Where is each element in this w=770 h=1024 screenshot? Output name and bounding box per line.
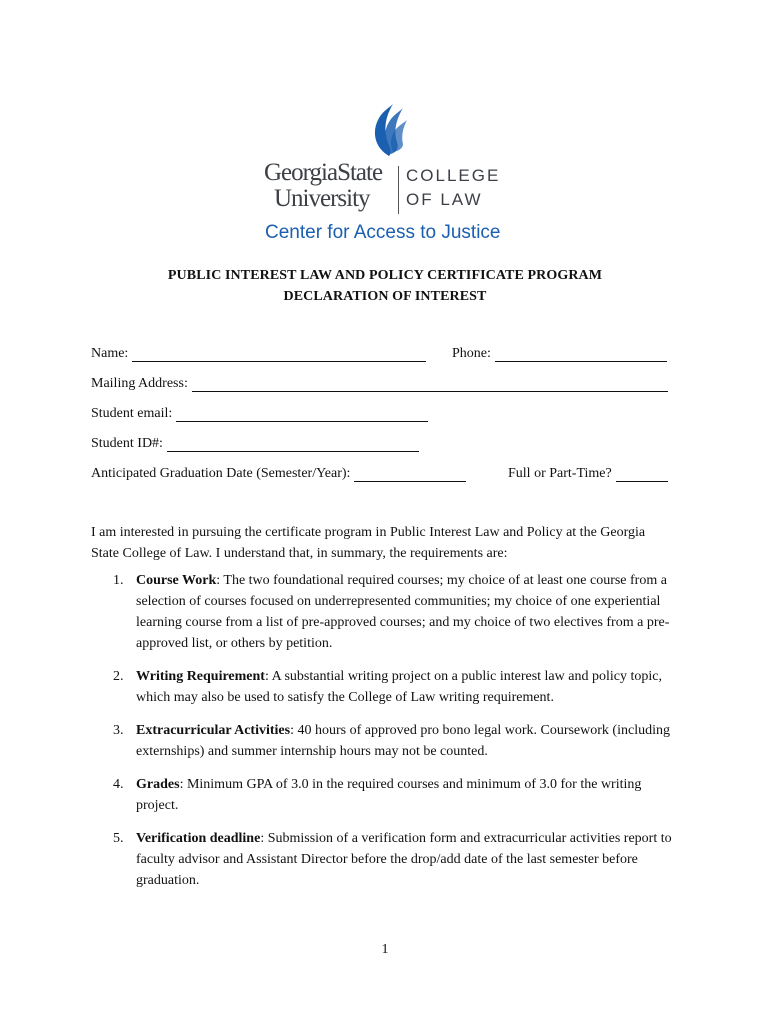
logo-university-line2: University [274,185,370,212]
student-id-label: Student ID#: [91,436,163,451]
item-number: 3. [113,723,124,738]
phone-label: Phone: [452,346,491,361]
item-heading: Verification deadline [136,831,261,846]
student-email-blank[interactable] [176,407,428,422]
page-number: 1 [381,942,389,957]
student-email-field [91,406,428,422]
item-text: : A substantial writing project on a public interest law and policy topic, which may also be used to satisfy the College of Law writing requirement. [136,669,662,705]
logo-college-line1: COLLEGE [406,166,501,185]
graduation-date-label: Anticipated Graduation Date (Semester/Year): [91,466,351,481]
student-email-label: Student email: [91,406,173,421]
flame-icon [369,102,409,158]
list-item [91,666,681,708]
list-item [91,828,681,891]
name-label: Name: [91,346,129,361]
phone-field [452,346,667,362]
item-text: : The two foundational required courses; my choice of at least one course from a selection of courses focused on underrepresented communities; my choice of one experiential learning course from a list of pre-approved courses; and my choice of two electives from a pre-approved list, or others by petition. [136,573,670,651]
logo-university-line1: GeorgiaState [264,159,383,186]
requirements-list [91,570,681,903]
item-number: 4. [113,777,124,792]
item-text: : 40 hours of approved pro bono legal work. Coursework (including externships) and summer internship hours may not be counted. [136,723,670,759]
name-blank[interactable] [132,347,426,362]
full-part-time-label: Full or Part-Time? [508,466,612,481]
item-text: : Minimum GPA of 3.0 in the required courses and minimum of 3.0 for the writing project. [136,777,642,813]
logo-college-line2: OF LAW [406,190,483,209]
list-item [91,720,681,762]
full-part-time-blank[interactable] [616,467,668,482]
item-heading: Writing Requirement [136,669,265,684]
phone-blank[interactable] [495,347,667,362]
college-logo [248,102,523,250]
graduation-date-blank[interactable] [354,467,466,482]
list-item [91,570,681,654]
item-text: : Submission of a verification form and extracurricular activities report to faculty advisor and Assistant Director before the drop/add date of the last semester before graduation. [136,831,672,888]
document-title: PUBLIC INTEREST LAW AND POLICY CERTIFICATE PROGRAM [167,268,603,283]
logo-divider [398,166,399,214]
item-number: 1. [113,573,124,588]
document-subtitle: DECLARATION OF INTEREST [283,289,487,304]
mailing-address-field [91,376,668,392]
graduation-date-field [91,466,466,482]
logo-center-name: Center for Access to Justice [265,222,501,243]
item-heading: Course Work [136,573,217,588]
intro-paragraph: I am interested in pursuing the certificate program in Public Interest Law and Policy at the Georgia State College of Law. I understand that, in summary, the requirements are: [91,525,646,561]
item-number: 5. [113,831,124,846]
student-id-field [91,436,419,452]
item-heading: Extracurricular Activities [136,723,291,738]
item-heading: Grades [136,777,180,792]
list-item [91,774,681,816]
student-id-blank[interactable] [167,437,419,452]
item-number: 2. [113,669,124,684]
name-field [91,346,426,362]
full-part-time-field [508,466,668,482]
mailing-address-label: Mailing Address: [91,376,188,391]
mailing-address-blank[interactable] [192,377,668,392]
